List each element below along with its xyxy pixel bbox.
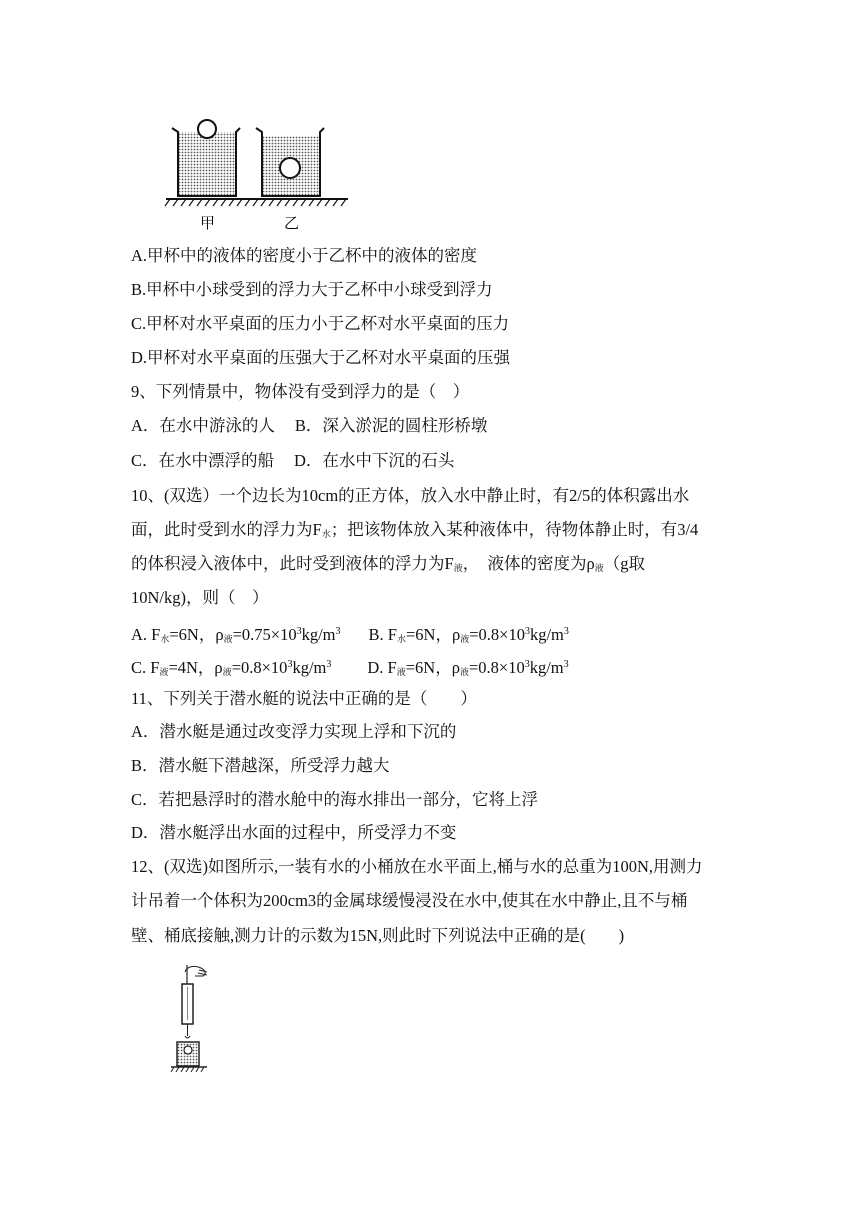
q9-option-d: D．在水中下沉的石头 (294, 451, 455, 470)
label-jia: 甲 (200, 214, 216, 232)
floating-ball (198, 120, 216, 138)
label-yi: 乙 (284, 214, 300, 232)
q10-option-c: C. $F_液=4N$，$\rho_液=0.8\times 10^3kg/m^3$ (131, 658, 332, 677)
q10-option-a: A. $F_水=6N$，$\rho_液=0.75\times 10^3kg/m^3$ (131, 625, 341, 644)
q9-option-c: C．在水中漂浮的船 (131, 451, 275, 470)
q8-option-d: D.甲杯对水平桌面的压强大于乙杯对水平桌面的压强 (131, 348, 511, 367)
q11-option-b: B．潜水艇下潜越深，所受浮力越大 (131, 756, 390, 775)
q12-line1: 12、(双选)如图所示,一装有水的小桶放在水平面上,桶与水的总重为100N,用测力 (131, 857, 703, 876)
q11-option-c: C．若把悬浮时的潜水舱中的海水排出一部分，它将上浮 (131, 790, 539, 809)
q8-option-a: A.甲杯中的液体的密度小于乙杯中的液体的密度 (131, 246, 478, 265)
q10-option-b: B. $F_水=6N$，$\rho_液=0.8\times 10^3kg/m^3$ (368, 625, 569, 644)
suspended-ball (280, 158, 300, 178)
q10-text: ， 液体的密度为ρ (462, 554, 595, 573)
q11-option-a: A．潜水艇是通过改变浮力实现上浮和下沉的 (131, 722, 457, 741)
q10-option-d: D. $F_液=6N$，$\rho_液=0.8\times 10^3kg/m^3$ (367, 658, 569, 677)
q8-option-c: C.甲杯对水平桌面的压力小于乙杯对水平桌面的压力 (131, 314, 510, 333)
q11-option-d: D．潜水艇浮出水面的过程中，所受浮力不变 (131, 823, 457, 842)
beaker-yi (256, 128, 324, 196)
q9-option-a: A．在水中游泳的人 (131, 416, 275, 435)
q8-option-b: B.甲杯中小球受到的浮力大于乙杯中小球受到浮力 (131, 280, 493, 299)
q12-line3: 壁、桶底接触,测力计的示数为15N,则此时下列说法中正确的是( ) (131, 926, 625, 945)
hand-icon (185, 966, 207, 976)
beaker-jia (172, 120, 240, 196)
spring-scale-figure (165, 962, 215, 1074)
subscript-liquid: 液 (453, 563, 463, 573)
q9-options-row1 (131, 415, 487, 437)
q10-line4: 10N/kg)，则（ ） (131, 588, 269, 607)
q9-stem: 9、下列情景中，物体没有受到浮力的是（ ） (131, 382, 470, 401)
q10-text: ；把该物体放入某种液体中，待物体静止时，有3/4 (330, 520, 699, 539)
q9-option-b: B．深入淤泥的圆柱形桥墩 (294, 416, 488, 435)
q10-line3 (131, 553, 645, 579)
subscript-liquid: 液 (594, 563, 604, 573)
q10-text: 面，此时受到水的浮力为F (131, 520, 322, 539)
subscript-water: 水 (321, 529, 331, 539)
q10-options-row1 (131, 621, 569, 650)
q10-text: （g取 (603, 554, 645, 573)
q10-text: 的体积浸入液体中，此时受到液体的浮力为F (131, 554, 454, 573)
q10-line2 (131, 519, 698, 545)
metal-ball (184, 1046, 192, 1054)
q11-stem: 11、下列关于潜水艇的说法中正确的是（ ） (131, 689, 477, 708)
q12-line2: 计吊着一个体积为200cm3的金属球缓慢浸没在水中,使其在水中静止,且不与桶 (131, 891, 688, 910)
table-hatch (165, 199, 346, 206)
q9-options-row2 (131, 450, 454, 472)
beakers-figure (160, 112, 350, 238)
q10-line1: 10、(双选）一个边长为10cm的正方体，放入水中静止时，有2/5的体积露出水 (131, 486, 690, 505)
q10-options-row2 (131, 654, 569, 683)
